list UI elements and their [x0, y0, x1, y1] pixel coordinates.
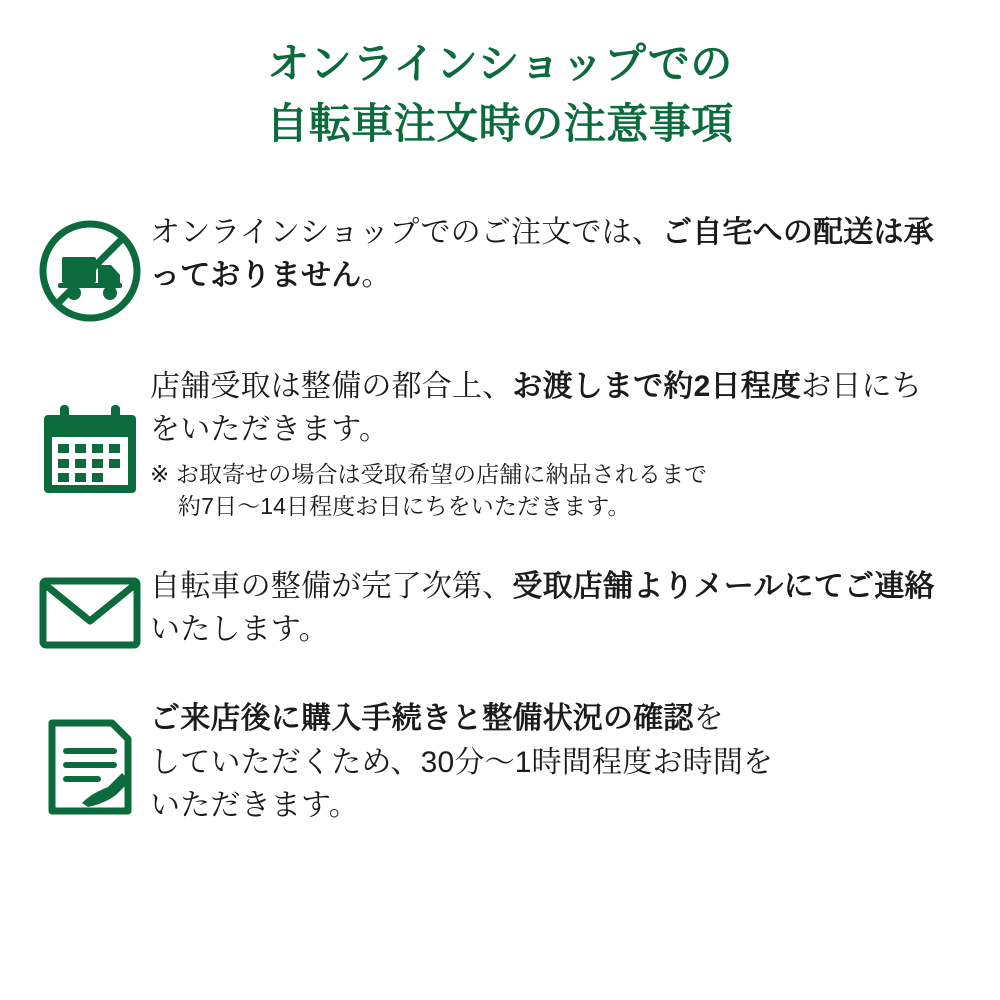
calendar-icon	[30, 365, 150, 499]
no-delivery-truck-icon	[30, 211, 150, 325]
pickup-text-bold-2: 度	[770, 370, 802, 404]
page-title	[30, 34, 970, 153]
list-item-mail-text	[150, 565, 944, 651]
list-item-delivery	[30, 211, 970, 325]
list-item-delivery-body	[150, 211, 970, 297]
mail-text-bold-1: 受取店舗よりメール	[512, 569, 784, 603]
mail-text-bold-2: にてご連絡	[783, 569, 935, 603]
delivery-text-plain-2: 。	[361, 259, 392, 293]
pickup-text-plain-1: 店舗受取は整備の都合上、	[150, 370, 513, 404]
delivery-text-bold-1: ご自宅への	[662, 216, 814, 250]
delivery-text-bold-2: 配送は承っておりません	[150, 216, 934, 293]
list-item-mail-body	[150, 565, 970, 651]
delivery-text-plain-1: オンラインショップでのご注文では、	[150, 216, 663, 250]
pickup-note-line-2: 約7日〜14日程度お日にちをいただきます。	[178, 493, 631, 520]
pickup-text-bold-1: お渡しまで約2日程	[512, 370, 771, 404]
list-item-mail	[30, 565, 970, 651]
list-item-pickup-body	[150, 365, 970, 523]
mail-text-plain-2: いたします。	[150, 613, 329, 647]
visit-text-bold-1: ご来店後に購入手続きと整備状況の確認	[150, 702, 694, 736]
visit-text-plain-3: いただきます。	[150, 788, 359, 822]
visit-text-plain-1: を	[693, 702, 724, 736]
list-item-pickup	[30, 365, 970, 523]
list-item-visit-body	[150, 697, 970, 827]
list-item-delivery-text	[150, 211, 944, 297]
list-item-pickup-note	[150, 458, 944, 523]
page-title-line-1: オンラインショップでの	[267, 40, 733, 87]
list-item-pickup-text	[150, 365, 944, 451]
pickup-text-plain-2: お日にちをいただきます。	[150, 370, 922, 447]
list-item-visit	[30, 697, 970, 827]
page-title-line-2: 自転車注文時の注意事項	[266, 99, 734, 147]
list-item-visit-text	[150, 697, 944, 827]
visit-text-plain-2: していただくため、30分〜1時間程度お時間を	[150, 745, 774, 779]
mail-text-plain-1: 自転車の整備が完了次第、	[150, 569, 513, 603]
mail-envelope-icon	[30, 565, 150, 651]
document-signing-icon	[30, 697, 150, 819]
notice-list	[30, 211, 970, 827]
pickup-note-line-1: ※ お取寄せの場合は受取希望の店舗に納品されるまで	[150, 460, 708, 487]
